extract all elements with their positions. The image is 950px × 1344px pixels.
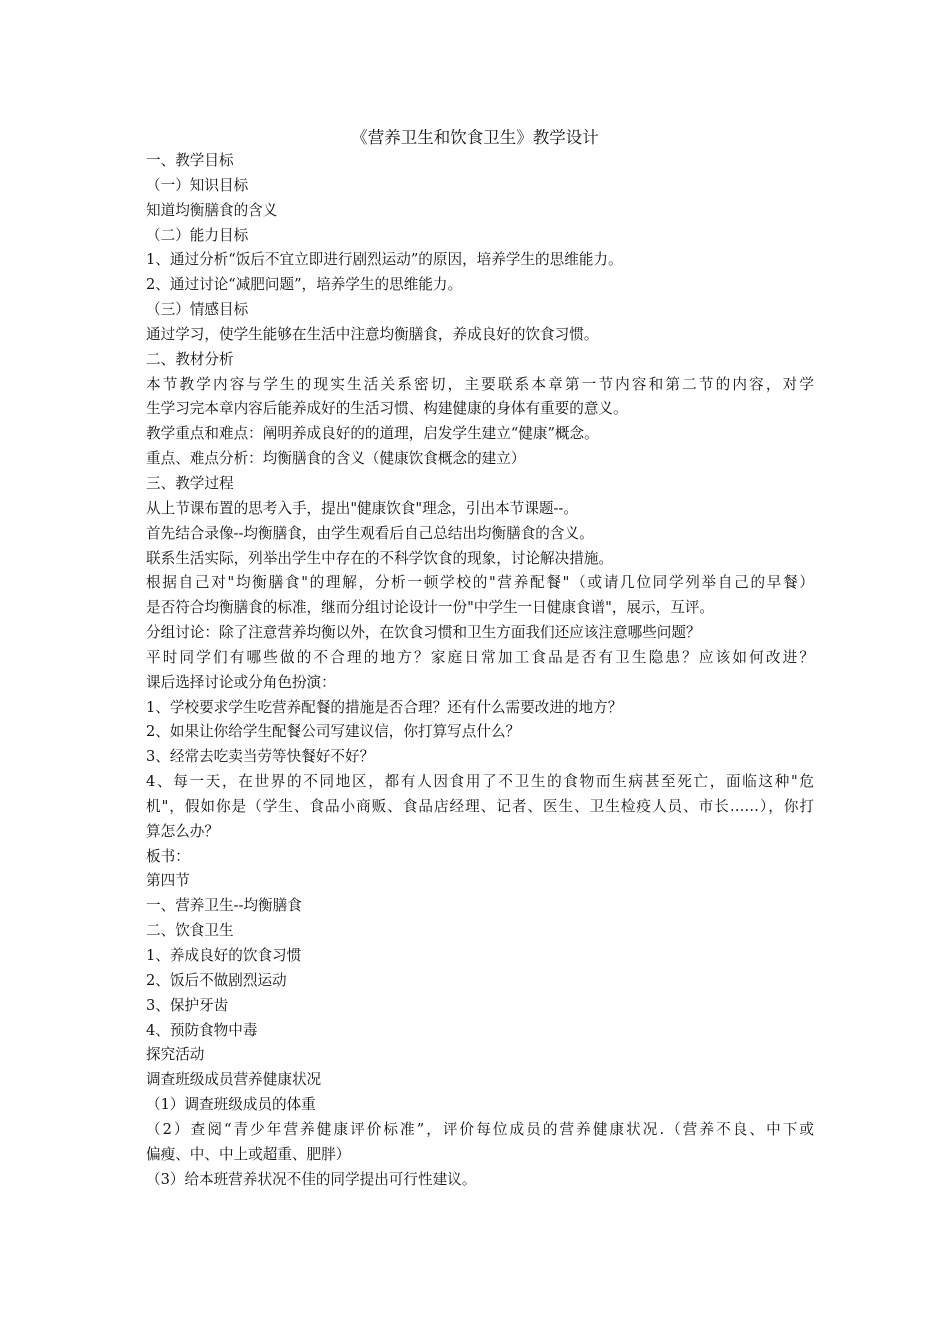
subheading-emotion: （三）情感目标 bbox=[146, 301, 249, 319]
text-line: 首先结合录像--均衡膳食，由学生观看后自己总结出均衡膳食的含义。 bbox=[146, 524, 594, 542]
text-line: 根据自己对"均衡膳食"的理解，分析一顿学校的"营养配餐"（或请几位同学列举自己的早餐） bbox=[146, 574, 814, 592]
subheading-ability: （二）能力目标 bbox=[146, 226, 249, 244]
activity-heading: 探究活动 bbox=[146, 1046, 205, 1064]
text-line: 1、养成良好的饮食习惯 bbox=[146, 947, 302, 964]
text-line: 3、经常去吃卖当劳等快餐好不好？ bbox=[146, 748, 375, 766]
text-line: 算怎么办？ bbox=[146, 822, 219, 840]
text-line: 机"，假如你是（学生、食品小商贩、食品店经理、记者、医生、卫生检疫人员、市长……），你打 bbox=[146, 797, 814, 815]
text-line: 第四节 bbox=[146, 872, 190, 890]
text-line: （2）查阅“青少年营养健康评价标准”，评价每位成员的营养健康状况.（营养不良、中下或 bbox=[146, 1120, 814, 1138]
text-line: 二、饮食卫生 bbox=[146, 922, 234, 940]
text-line: 4、预防食物中毒 bbox=[146, 1021, 258, 1039]
text-line: 1、通过分析“饭后不宜立即进行剧烈运动”的原因，培养学生的思维能力。 bbox=[146, 251, 623, 269]
text-line: 知道均衡膳食的含义 bbox=[146, 201, 278, 219]
subheading-knowledge: （一）知识目标 bbox=[146, 176, 249, 194]
document-title: 《营养卫生和饮食卫生》教学设计 bbox=[351, 128, 599, 147]
text-line: 从上节课布置的思考入手，提出"健康饮食"理念，引出本节课题--。 bbox=[146, 499, 578, 517]
text-line: （3）给本班营养状况不佳的同学提出可行性建议。 bbox=[146, 1170, 477, 1188]
section-heading-process: 三、教学过程 bbox=[146, 474, 234, 492]
text-line: 2、如果让你给学生配餐公司写建议信，你打算写点什么？ bbox=[146, 723, 521, 741]
text-line: 2、通过讨论“减肥问题”，培养学生的思维能力。 bbox=[146, 276, 463, 294]
text-line: 平时同学们有哪些做的不合理的地方？家庭日常加工食品是否有卫生隐患？应该如何改进？ bbox=[146, 648, 814, 666]
board-heading: 板书： bbox=[146, 847, 190, 865]
section-heading-material: 二、教材分析 bbox=[146, 350, 234, 368]
text-line: （1）调查班级成员的体重 bbox=[146, 1096, 316, 1114]
text-line: 4、每一天，在世界的不同地区，都有人因食用了不卫生的食物而生病甚至死亡，面临这种"危 bbox=[146, 773, 814, 791]
text-line: 联系生活实际，列举出学生中存在的不科学饮食的现象，讨论解决措施。 bbox=[146, 549, 614, 567]
text-line: 3、保护牙齿 bbox=[146, 996, 229, 1014]
section-heading-objectives: 一、教学目标 bbox=[146, 152, 234, 169]
text-line: 2、饭后不做剧烈运动 bbox=[146, 971, 287, 989]
text-line: 本节教学内容与学生的现实生活关系密切，主要联系本章第一节内容和第二节的内容，对学 bbox=[146, 375, 814, 393]
text-line: 分组讨论：除了注意营养均衡以外，在饮食习惯和卫生方面我们还应该注意哪些问题？ bbox=[146, 624, 701, 642]
text-line: 通过学习，使学生能够在生活中注意均衡膳食，养成良好的饮食习惯。 bbox=[146, 325, 599, 343]
text-line: 课后选择讨论或分角色扮演： bbox=[146, 673, 336, 691]
text-line: 重点、难点分析：均衡膳食的含义（健康饮食概念的建立） bbox=[146, 450, 526, 468]
text-line: 一、营养卫生--均衡膳食 bbox=[146, 897, 302, 915]
text-line: 偏瘦、中、中上或超重、肥胖） bbox=[146, 1145, 351, 1163]
text-line: 调查班级成员营养健康状况 bbox=[146, 1071, 322, 1089]
document-body bbox=[146, 149, 814, 1192]
text-line: 教学重点和难点：阐明养成良好的的道理，启发学生建立“健康”概念。 bbox=[146, 425, 599, 443]
text-line: 1、学校要求学生吃营养配餐的措施是否合理？还有什么需要改进的地方？ bbox=[146, 698, 623, 716]
text-line: 生学习完本章内容后能养成好的生活习惯、构建健康的身体有重要的意义。 bbox=[146, 400, 628, 418]
text-line: 是否符合均衡膳食的标准，继而分组讨论设计一份"中学生一日健康食谱"，展示，互评。 bbox=[146, 599, 714, 617]
